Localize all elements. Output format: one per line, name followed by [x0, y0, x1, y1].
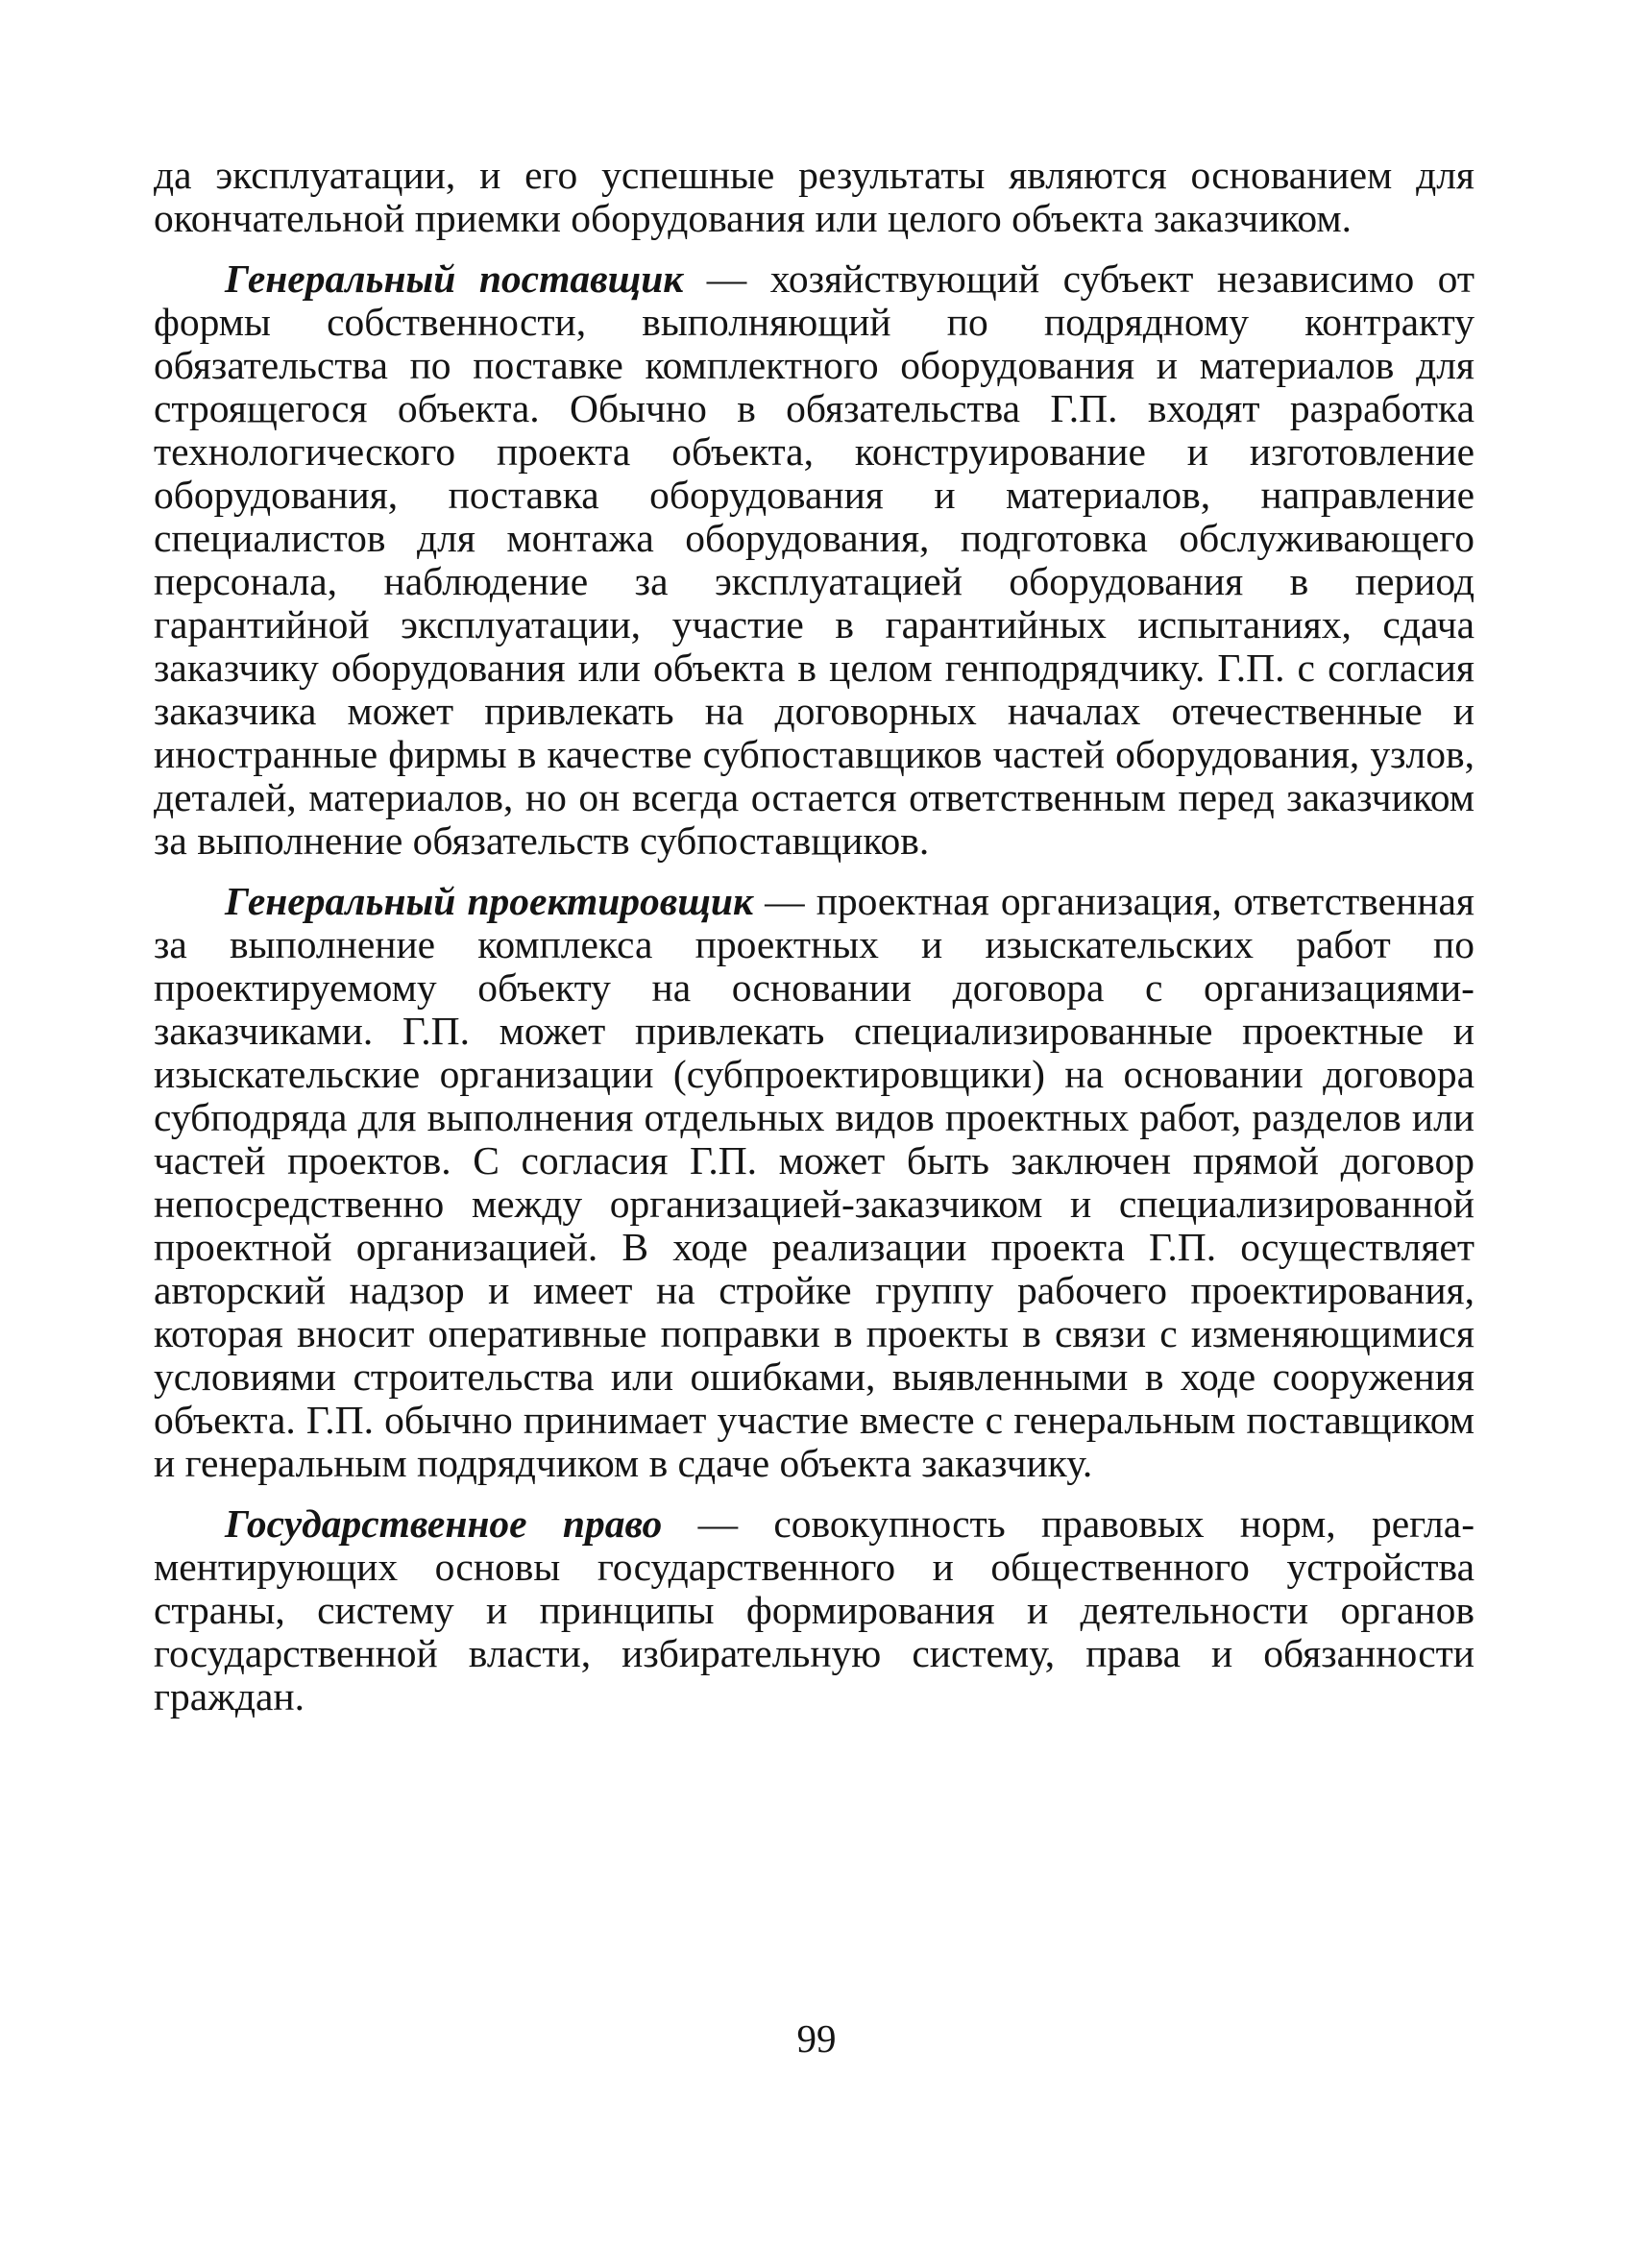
- term-general-supplier: Генеральный поставщик: [225, 256, 684, 301]
- page-number: 99: [796, 2016, 837, 2061]
- paragraph-text: — совокупность правовых норм, регламентирующих основы государственного и общественного устройства страны, систему и принципы формирования и деятельности органов государственной власти, избирательную систему, права и обязанности граждан.: [154, 1501, 1475, 1719]
- term-state-law: Государственное право: [225, 1501, 663, 1546]
- term-general-designer: Генеральный проектировщик: [225, 879, 754, 923]
- paragraph-continuation: [154, 154, 1475, 240]
- paragraph-text: — хозяйствующий субъект независимо от формы собственности, выполняющий по подрядному контракту обязательства по поставке комплектного оборудования и материалов для строящегося объекта. Обычно в обязательства Г.П. входят разработка технологического проекта объекта, конструирование и изготовление оборудования, поставка оборудования и материалов, направление специалистов для монтажа оборудования, подготовка обслуживающего персонала, наблюдение за эксплуатацией оборудования в период гарантийной эксплуатации, участие в гарантийных испытаниях, сдача заказчику оборудования или объекта в целом генподрядчику. Г.П. с согласия заказчика может привлекать на договорных началах отечественные и иностранные фирмы в качестве субпоставщиков частей оборудования, узлов, деталей, материалов, но он всегда остается ответственным перед заказчиком за выполнение обязательств субпоставщиков.: [154, 256, 1475, 863]
- paragraph-state-law: [154, 1502, 1475, 1719]
- paragraph-general-supplier: [154, 257, 1475, 863]
- paragraph-text: да эксплуатации, и его успешные результаты являются основанием для окончательной приемки оборудования или целого объекта заказчиком.: [154, 153, 1475, 240]
- page-body: [154, 154, 1475, 1719]
- paragraph-text: — проектная организация, ответственная за выполнение комплекса проектных и изыскательских работ по проектируемому объекту на основании договора с организациями-заказчиками. Г.П. может привлекать специализированные проектные и изыскательские организации (субпроектировщики) на основании договора субподряда для выполнения отдельных видов проектных работ, разделов или частей проектов. С согласия Г.П. может быть заключен прямой договор непосредственно между организацией-заказчиком и специализированной проектной организацией. В ходе реализации проекта Г.П. осуществляет авторский надзор и имеет на стройке группу рабочего проектирования, которая вносит оперативные поправки в проекты в связи с изменяющимися условиями строительства или ошибками, выявленными в ходе сооружения объекта. Г.П. обычно принимает участие вместе с генеральным поставщиком и генеральным подрядчиком в сдаче объекта заказчику.: [154, 879, 1475, 1485]
- paragraph-general-designer: [154, 880, 1475, 1485]
